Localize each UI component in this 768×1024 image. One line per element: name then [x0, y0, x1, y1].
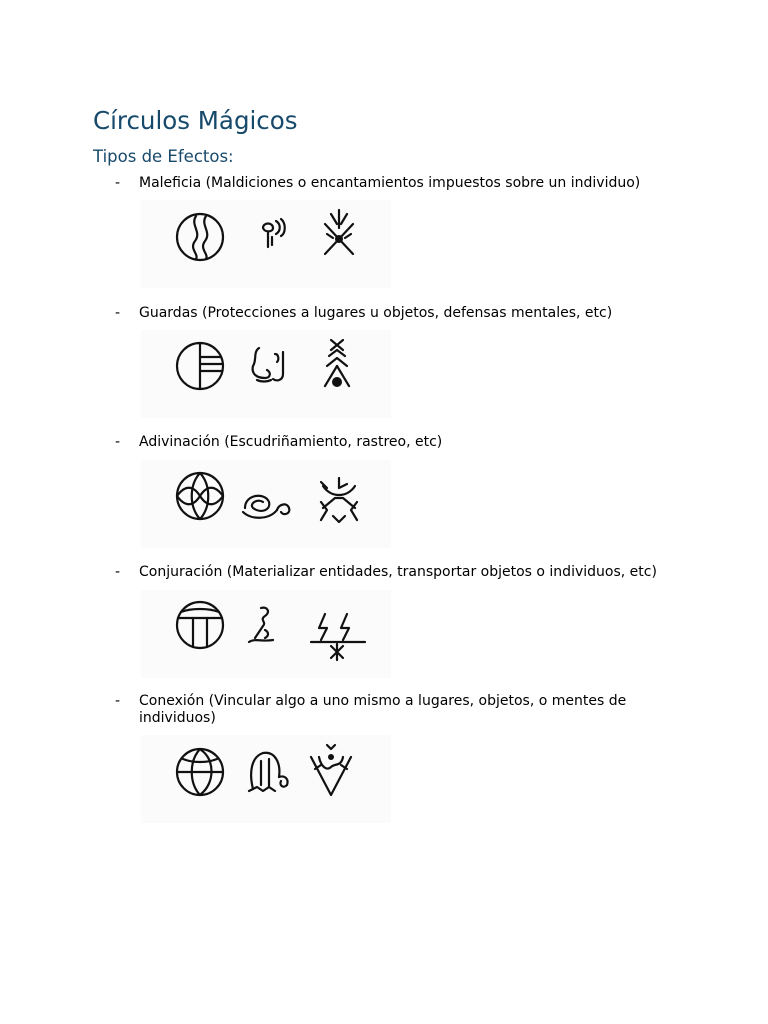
- divination-sigil-icon: [317, 476, 361, 526]
- ward-sigil-icon: [319, 338, 355, 390]
- bullet-dash: -: [115, 175, 121, 191]
- bullet-dash: -: [115, 434, 121, 450]
- symbol-strip-conexion: [141, 735, 391, 823]
- circle-rune-icon: [175, 600, 225, 650]
- circle-rune-icon: [175, 471, 225, 521]
- bullet-dash: -: [115, 564, 121, 580]
- symbol-strip-maleficia: [141, 200, 391, 288]
- item-label: Conexión (Vincular algo a uno mismo a lugares, objetos, o mentes de individuos): [139, 693, 627, 726]
- item-label: Maleficia (Maldiciones o encantamientos impuestos sobre un individuo): [139, 175, 641, 191]
- divination-glyph-icon: [241, 486, 293, 522]
- page-title: Círculos Mágicos: [93, 106, 298, 135]
- item-label: Adivinación (Escudriñamiento, rastreo, etc): [139, 434, 443, 450]
- curse-glyph-icon: [259, 218, 289, 252]
- symbol-strip-adivinacion: [141, 460, 391, 548]
- connection-sigil-icon: [307, 743, 355, 799]
- bullet-dash: -: [115, 693, 121, 709]
- section-heading: Tipos de Efectos:: [93, 147, 234, 166]
- circle-rune-icon: [175, 341, 225, 391]
- symbol-strip-guardas: [141, 330, 391, 418]
- bullet-dash: -: [115, 305, 121, 321]
- item-label: Conjuración (Materializar entidades, transportar objetos o individuos, etc): [139, 564, 657, 580]
- circle-rune-icon: [175, 747, 225, 797]
- item-label: Guardas (Protecciones a lugares u objetos, defensas mentales, etc): [139, 305, 613, 321]
- symbol-strip-conjuracion: [141, 590, 391, 678]
- curse-sigil-icon: [321, 208, 357, 258]
- conjuration-glyph-icon: [247, 604, 277, 646]
- connection-glyph-icon: [245, 749, 293, 795]
- conjuration-sigil-icon: [307, 610, 367, 662]
- circle-rune-icon: [175, 212, 225, 262]
- ward-glyph-icon: [249, 344, 291, 386]
